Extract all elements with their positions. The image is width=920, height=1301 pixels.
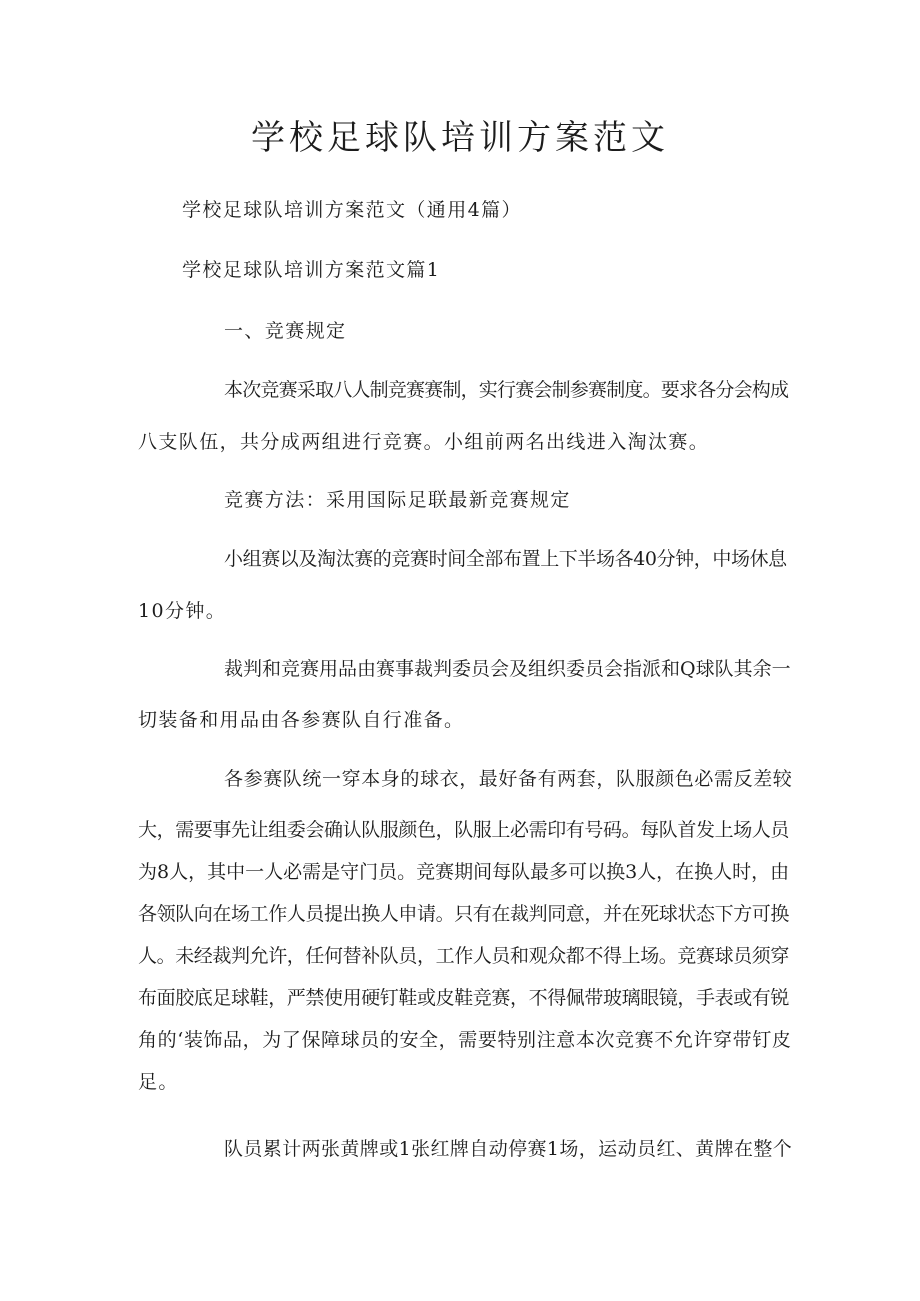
paragraph-line: 10分钟。 xyxy=(138,600,227,622)
paragraph-line: 人。未经裁判允许，任何替补队员，工作人员和观众都不得上场。竞赛球员须穿 xyxy=(138,945,790,967)
paragraph-line: 本次竞赛采取八人制竞赛赛制，实行赛会制参赛制度。要求各分会构成 xyxy=(224,379,789,401)
paragraph-line: 竞赛方法：采用国际足联最新竞赛规定 xyxy=(224,489,571,511)
paragraph-line: 小组赛以及淘汰赛的竞赛时间全部布置上下半场各40分钟，中场休息 xyxy=(224,548,787,570)
paragraph-line: 队员累计两张黄牌或1张红牌自动停赛1场，运动员红、黄牌在整个 xyxy=(224,1138,793,1160)
paragraph-line: 角的‘装饰品，为了保障球员的安全，需要特别注意本次竞赛不允许穿带钉皮 xyxy=(138,1029,792,1051)
paragraph-line: 切装备和用品由各参赛队自行准备。 xyxy=(138,709,465,731)
paragraph-line: 八支队伍，共分成两组进行竞赛。小组前两名出线进入淘汰赛。 xyxy=(138,431,710,453)
paragraph-line: 大，需要事先让组委会确认队服颜色，队服上必需印有号码。每队首发上场人员 xyxy=(138,819,790,841)
section-heading: 一、竞赛规定 xyxy=(224,320,347,342)
document-title: 学校足球队培训方案范文 xyxy=(251,118,669,158)
paragraph-line: 裁判和竞赛用品由赛事裁判委员会及组织委员会指派和Q球队其余一 xyxy=(224,658,791,680)
paragraph-line: 各领队向在场工作人员提出换人申请。只有在裁判同意，并在死球状态下方可换 xyxy=(138,903,790,925)
paragraph-line: 布面胶底足球鞋，严禁使用硬钉鞋或皮鞋竞赛，不得佩带玻璃眼镜，手表或有锐 xyxy=(138,987,790,1009)
document-subtitle: 学校足球队培训方案范文（通用4篇） xyxy=(182,199,522,221)
paragraph-line: 各参赛队统一穿本身的球衣，最好备有两套，队服颜色必需反差较 xyxy=(224,768,793,790)
paragraph-line: 为8人，其中一人必需是守门员。竞赛期间每队最多可以换3人，在换人时，由 xyxy=(138,861,790,883)
paragraph-line: 足。 xyxy=(138,1071,179,1093)
part-heading: 学校足球队培训方案范文篇1 xyxy=(182,259,441,281)
